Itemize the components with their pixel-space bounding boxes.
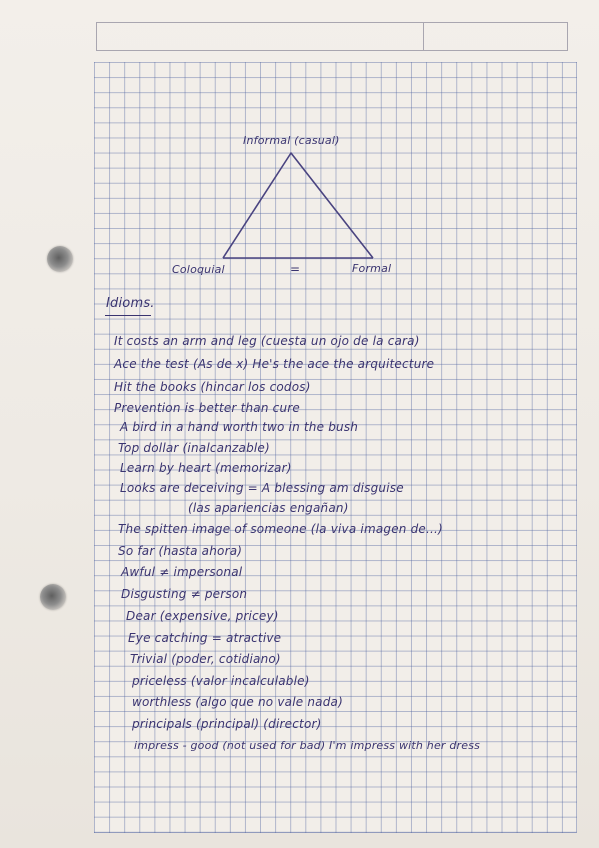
triangle-right-label: Formal — [352, 262, 392, 275]
triangle-top-label: Informal (casual) — [243, 134, 340, 147]
triangle-sides — [223, 153, 373, 258]
idiom-line: impress - good (not used for bad) I'm impress with her dress — [134, 739, 481, 752]
idiom-line: Hit the books (hincar los codos) — [114, 380, 311, 394]
header-box — [96, 22, 568, 51]
triangle-left-label: Coloquial — [172, 263, 225, 276]
idiom-line: Ace the test (As de x) He's the ace the arquitecture — [114, 357, 435, 371]
idiom-line: worthless (algo que no vale nada) — [132, 695, 343, 709]
idiom-line: A bird in a hand worth two in the bush — [120, 420, 359, 434]
idiom-line: Trivial (poder, cotidiano) — [130, 652, 281, 666]
idiom-line: So far (hasta ahora) — [118, 544, 243, 558]
equals-sign: = — [290, 262, 301, 276]
idiom-line: principals (principal) (director) — [132, 717, 322, 731]
idiom-line: (las apariencias engañan) — [188, 501, 349, 515]
title-underline — [105, 315, 151, 316]
idiom-line: Disgusting ≠ person — [121, 587, 248, 601]
idiom-line: Awful ≠ impersonal — [121, 565, 243, 579]
section-title: Idioms. — [106, 296, 155, 311]
header-divider — [423, 23, 424, 50]
binder-hole-icon — [40, 584, 66, 610]
idiom-line: It costs an arm and leg (cuesta un ojo de la cara) — [114, 334, 420, 348]
idiom-line: Top dollar (inalcanzable) — [118, 441, 270, 455]
idiom-line: Prevention is better than cure — [114, 401, 300, 415]
idiom-line: The spitten image of someone (la viva imagen de...) — [118, 522, 443, 536]
idiom-line: priceless (valor incalculable) — [132, 674, 310, 688]
binder-hole-icon — [47, 246, 73, 272]
idiom-line: Dear (expensive, pricey) — [126, 609, 279, 623]
idiom-line: Learn by heart (memorizar) — [120, 461, 292, 475]
register-triangle-diagram — [160, 130, 420, 280]
idiom-line: Looks are deceiving = A blessing am disguise — [120, 481, 404, 495]
idiom-line: Eye catching = atractive — [128, 631, 282, 645]
